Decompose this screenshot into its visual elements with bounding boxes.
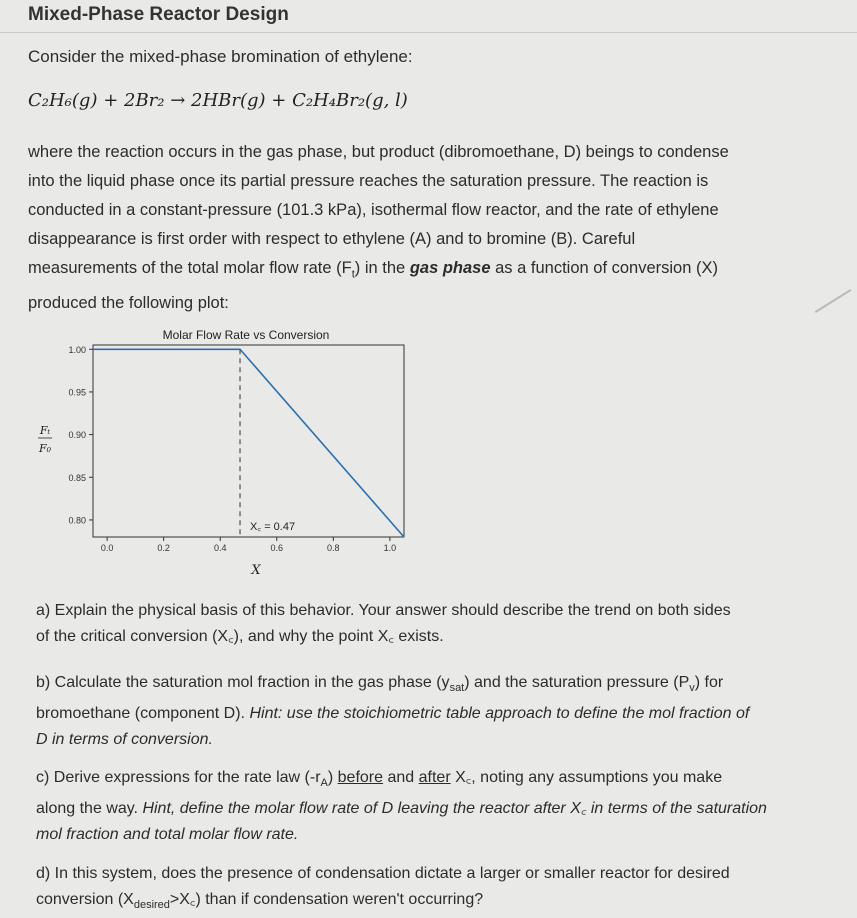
problem-description <box>28 138 828 318</box>
page-title: Mixed-Phase Reactor Design <box>28 4 289 25</box>
question-line: a) Explain the physical basis of this behavior. Your answer should describe the trend on both sides <box>36 602 731 619</box>
paragraph-line: produced the following plot: <box>28 294 229 313</box>
text-fragment: conversion (X <box>36 891 134 908</box>
question-line <box>36 796 836 822</box>
question-line: d) In this system, does the presence of condensation dictate a larger or smaller reactor for desired <box>36 865 730 882</box>
question-d <box>36 861 836 918</box>
paragraph-line: into the liquid phase once its partial pressure reaches the saturation pressure. The reaction is <box>28 172 709 190</box>
y-axis-label-denominator: F₀ <box>38 442 52 455</box>
paragraph-line: conducted in a constant-pressure (101.3 kPa), isothermal flow reactor, and the rate of ethylene <box>28 201 719 219</box>
text-fragment: bromoethane (component D). <box>36 705 250 723</box>
intro-text: Consider the mixed-phase bromination of ethylene: <box>28 47 413 66</box>
text-fragment: c) Derive expressions for the rate law (-r <box>36 769 321 786</box>
y-axis <box>68 345 93 526</box>
x-tick-label: 0.6 <box>270 543 284 553</box>
molar-flow-chart <box>0 322 430 584</box>
question-line <box>36 765 836 796</box>
x-axis-label: X <box>251 563 261 578</box>
text-fragment: ) for <box>694 674 724 691</box>
x-tick-label: 0.4 <box>213 543 227 553</box>
y-tick-label: 0.95 <box>68 387 86 398</box>
text-fragment: ) <box>327 769 338 786</box>
text-fragment: >X꜀) than if condensation weren't occurring? <box>169 891 484 908</box>
series-line-ft-f0 <box>93 349 404 537</box>
question-line: D in terms of conversion. <box>36 731 213 749</box>
hint-text: Hint, define the molar flow rate of D leaving the reactor after X꜀ in terms of the saturation <box>142 800 767 818</box>
question-line <box>36 670 836 701</box>
subscript: A <box>320 777 328 790</box>
subscript: desired <box>133 899 170 912</box>
text-fragment: along the way. <box>36 800 143 818</box>
hint-text: Hint: use the stoichiometric table approach to define the mol fraction of <box>249 705 750 723</box>
subscript: v <box>689 682 695 695</box>
chart-title: Molar Flow Rate vs Conversion <box>162 328 330 342</box>
x-tick-label: 0.8 <box>327 543 340 553</box>
paragraph-line <box>28 254 828 289</box>
text-fragment: ) and the saturation pressure (P <box>464 674 690 691</box>
reaction-equation: C₂H₆(g) + 2Br₂ → 2HBr(g) + C₂H₄Br₂(g, l) <box>28 90 408 111</box>
subscript: sat <box>449 682 465 695</box>
question-line <box>36 887 836 918</box>
question-c <box>36 765 836 848</box>
y-tick-label: 1.00 <box>68 344 86 355</box>
gas-phase-emphasis: gas phase <box>409 259 491 277</box>
text-fragment: ) in the <box>354 259 410 277</box>
text-fragment: measurements of the total molar flow rate (F <box>28 259 352 277</box>
text-fragment: and <box>383 769 419 786</box>
title-divider <box>0 32 857 33</box>
y-tick-label: 0.90 <box>68 430 86 441</box>
subscript: t <box>351 268 355 281</box>
text-fragment: b) Calculate the saturation mol fraction in the gas phase (y <box>36 674 450 691</box>
critical-annotation: X꜀ = 0.47 <box>250 521 296 533</box>
x-tick-label: 1.0 <box>383 543 397 553</box>
question-b <box>36 670 836 753</box>
question-a <box>36 598 836 650</box>
x-tick-label: 0.2 <box>157 543 170 553</box>
question-line: mol fraction and total molar flow rate. <box>36 826 299 844</box>
text-fragment: as a function of conversion (X) <box>490 259 718 277</box>
y-tick-label: 0.80 <box>68 515 86 526</box>
y-axis-label-numerator: Fₜ <box>39 424 51 437</box>
x-axis <box>101 537 396 553</box>
paragraph-line: disappearance is first order with respect to ethylene (A) and to bromine (B). Careful <box>28 230 636 248</box>
text-fragment: X꜀, noting any assumptions you make <box>450 769 723 786</box>
paragraph-line: where the reaction occurs in the gas phase, but product (dibromoethane, D) beings to condense <box>28 143 729 161</box>
x-tick-label: 0.0 <box>100 543 114 553</box>
underlined-before: before <box>337 769 384 786</box>
question-line <box>36 701 836 727</box>
question-line: of the critical conversion (X꜀), and why the point X꜀ exists. <box>36 628 444 645</box>
underlined-after: after <box>418 769 451 786</box>
y-tick-label: 0.85 <box>68 472 86 483</box>
plot-area <box>93 345 404 537</box>
